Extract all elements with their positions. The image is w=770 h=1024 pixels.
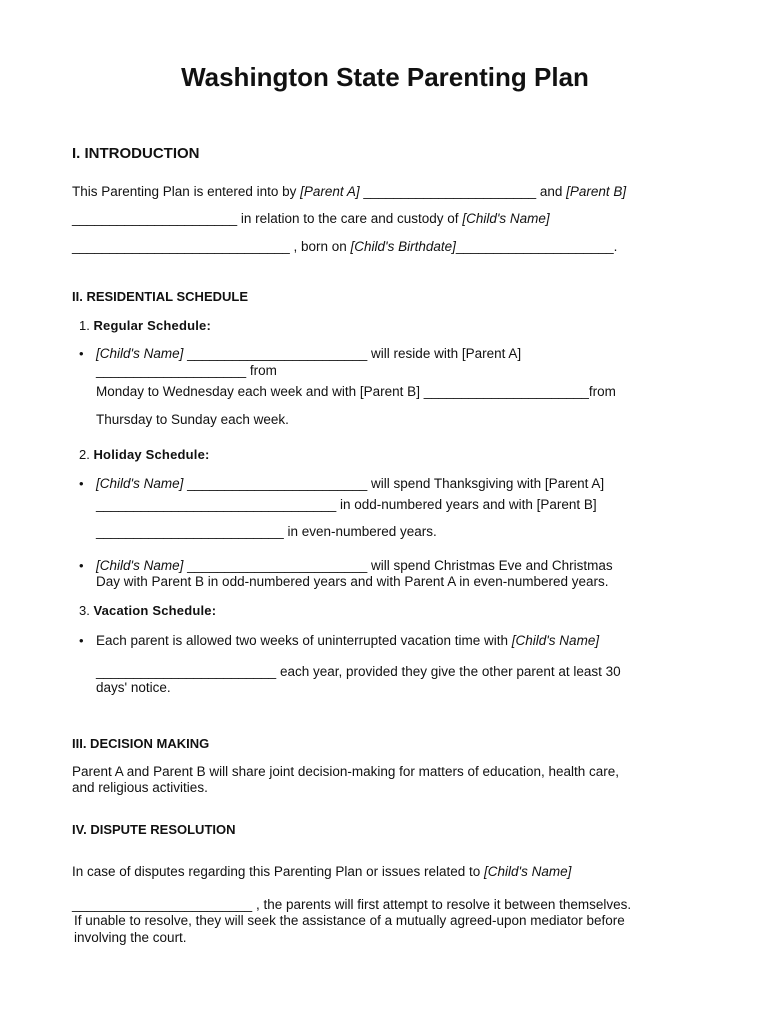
holiday-bullet-2-text: ________________________ will spend Christmas Eve and Christmas <box>183 558 613 573</box>
holiday-bullet-2-line-1 <box>96 558 613 573</box>
dispute-line-3: If unable to resolve, they will seek the assistance of a mutually agreed-upon mediator before <box>74 913 625 928</box>
intro-line-1-text: This Parenting Plan is entered into by <box>72 184 301 199</box>
regular-bullet-line-3: Monday to Wednesday each week and with [Parent B] ______________________from <box>96 384 616 399</box>
vacation-bullet-line-2: ________________________ each year, provided they give the other parent at least 30 <box>96 664 621 679</box>
list-number: 1. <box>79 318 90 333</box>
vacation-bullet-line-1 <box>96 633 599 648</box>
dispute-line-2: ________________________ , the parents will first attempt to resolve it between themselves. <box>72 897 632 912</box>
regular-bullet-line-2: ____________________ from <box>96 363 277 378</box>
vacation-schedule-heading <box>79 603 216 618</box>
bullet-icon: • <box>79 476 84 491</box>
vacation-bullet-text: Each parent is allowed two weeks of uninterrupted vacation time with <box>96 633 512 648</box>
intro-line-1-blank: _______________________ and <box>359 184 567 199</box>
child-name-placeholder: [Child's Name] <box>96 346 184 361</box>
parent-b-placeholder: [Parent B] <box>566 184 627 199</box>
intro-line-3-text: _____________________________ , born on <box>72 239 351 254</box>
dispute-line-1-text: In case of disputes regarding this Parenting Plan or issues related to <box>72 864 484 879</box>
list-number: 3. <box>79 603 90 618</box>
holiday-bullet-1-line-1 <box>96 476 604 491</box>
parent-a-placeholder: [Parent A] <box>300 184 360 199</box>
dispute-line-4: involving the court. <box>74 930 187 945</box>
holiday-schedule-label: Holiday Schedule: <box>93 447 210 462</box>
regular-bullet-line-4: Thursday to Sunday each week. <box>96 412 289 427</box>
intro-line-2 <box>72 211 550 226</box>
regular-bullet-line-1 <box>96 346 521 361</box>
decision-line-1: Parent A and Parent B will share joint decision-making for matters of education, health care, <box>72 764 620 779</box>
regular-bullet-text: ________________________ will reside with [Parent A] <box>183 346 522 361</box>
child-name-placeholder: [Child's Name] <box>462 211 550 226</box>
holiday-bullet-1-line-3: _________________________ in even-numbered years. <box>96 524 437 539</box>
intro-line-2-text: ______________________ in relation to the care and custody of <box>72 211 463 226</box>
child-name-placeholder: [Child's Name] <box>484 864 572 879</box>
vacation-bullet-line-3: days' notice. <box>96 680 171 695</box>
intro-line-3 <box>72 239 617 254</box>
document-title: Washington State Parenting Plan <box>181 62 589 92</box>
child-birthdate-placeholder: [Child's Birthdate] <box>350 239 456 254</box>
holiday-bullet-1-text: ________________________ will spend Thanksgiving with [Parent A] <box>183 476 605 491</box>
bullet-icon: • <box>79 346 84 361</box>
child-name-placeholder: [Child's Name] <box>511 633 600 648</box>
intro-line-3-blank: _____________________. <box>455 239 618 254</box>
intro-heading: I. INTRODUCTION <box>72 145 200 162</box>
child-name-placeholder: [Child's Name] <box>96 476 184 491</box>
decision-line-2: and religious activities. <box>72 780 208 795</box>
dispute-line-1 <box>72 864 571 879</box>
vacation-schedule-label: Vacation Schedule: <box>93 603 217 618</box>
child-name-placeholder: [Child's Name] <box>96 558 184 573</box>
residential-heading: II. RESIDENTIAL SCHEDULE <box>72 289 249 304</box>
bullet-icon: • <box>79 633 84 648</box>
holiday-schedule-heading <box>79 447 210 462</box>
decision-heading: III. DECISION MAKING <box>72 736 210 751</box>
bullet-icon: • <box>79 558 84 573</box>
regular-schedule-label: Regular Schedule: <box>93 318 212 333</box>
regular-schedule-heading <box>79 318 211 333</box>
holiday-bullet-2-line-2: Day with Parent B in odd-numbered years and with Parent A in even-numbered years. <box>96 574 609 589</box>
dispute-heading: IV. DISPUTE RESOLUTION <box>72 822 236 837</box>
list-number: 2. <box>79 447 90 462</box>
intro-line-1 <box>72 184 626 199</box>
holiday-bullet-1-line-2: ________________________________ in odd-numbered years and with [Parent B] <box>96 497 597 512</box>
